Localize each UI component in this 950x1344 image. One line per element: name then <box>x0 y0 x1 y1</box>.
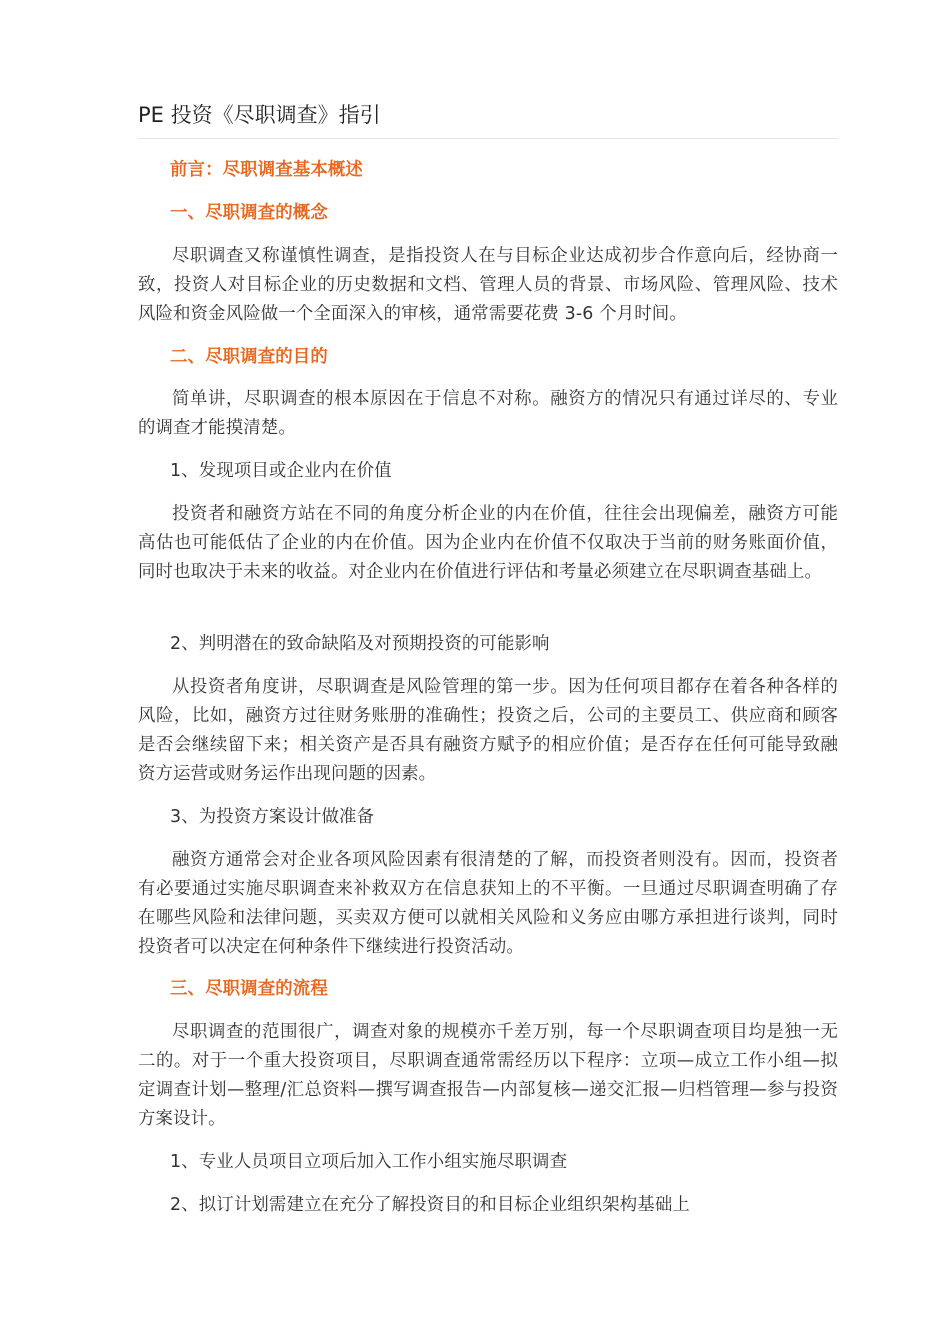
list-item-purpose-2: 2、判明潜在的致命缺陷及对预期投资的可能影响 <box>170 634 550 654</box>
paragraph-purpose-2: 从投资者角度讲，尽职调查是风险管理的第一步。因为任何项目都存在着各种各样的风险，比如，融资方过往财务账册的准确性；投资之后，公司的主要员工、供应商和顾客是否会继续留下来；相关资产是否具有融资方赋予的相应价值；是否存在任何可能导致融资方运营或财务运作出现问题的因素。 <box>138 677 838 784</box>
paragraph-purpose-intro: 简单讲，尽职调查的根本原因在于信息不对称。融资方的情况只有通过详尽的、专业的调查才能摸清楚。 <box>138 389 838 438</box>
list-item-purpose-3: 3、为投资方案设计做准备 <box>170 807 375 827</box>
section-heading-purpose: 二、尽职调查的目的 <box>170 347 328 367</box>
list-item-process-2: 2、拟订计划需建立在充分了解投资目的和目标企业组织架构基础上 <box>170 1195 690 1215</box>
paragraph-process: 尽职调查的范围很广，调查对象的规模亦千差万别，每一个尽职调查项目均是独一无二的。对于一个重大投资项目，尽职调查通常需经历以下程序：立项—成立工作小组—拟定调查计划—整理/汇总资料—撰写调查报告—内部复核—递交汇报—归档管理—参与投资方案设计。 <box>138 1022 838 1129</box>
section-heading-concept: 一、尽职调查的概念 <box>170 203 328 223</box>
title-divider <box>138 138 838 139</box>
paragraph-purpose-1: 投资者和融资方站在不同的角度分析企业的内在价值，往往会出现偏差，融资方可能高估也可能低估了企业的内在价值。因为企业内在价值不仅取决于当前的财务账面价值，同时也取决于未来的收益。对企业内在价值进行评估和考量必须建立在尽职调查基础上。 <box>138 504 838 582</box>
section-heading-process: 三、尽职调查的流程 <box>170 979 328 999</box>
paragraph-concept: 尽职调查又称谨慎性调查，是指投资人在与目标企业达成初步合作意向后，经协商一致，投资人对目标企业的历史数据和文档、管理人员的背景、市场风险、管理风险、技术风险和资金风险做一个全面深入的审核，通常需要花费 3-6 个月时间。 <box>138 246 838 324</box>
list-item-process-1: 1、专业人员项目立项后加入工作小组实施尽职调查 <box>170 1152 568 1172</box>
paragraph-purpose-3: 融资方通常会对企业各项风险因素有很清楚的了解，而投资者则没有。因而，投资者有必要通过实施尽职调查来补救双方在信息获知上的不平衡。一旦通过尽职调查明确了存在哪些风险和法律问题，买卖双方便可以就相关风险和义务应由哪方承担进行谈判，同时投资者可以决定在何种条件下继续进行投资活动。 <box>138 850 838 957</box>
section-heading-preface: 前言：尽职调查基本概述 <box>170 160 363 180</box>
document-title: PE 投资《尽职调查》指引 <box>138 103 381 127</box>
list-item-purpose-1: 1、发现项目或企业内在价值 <box>170 461 392 481</box>
